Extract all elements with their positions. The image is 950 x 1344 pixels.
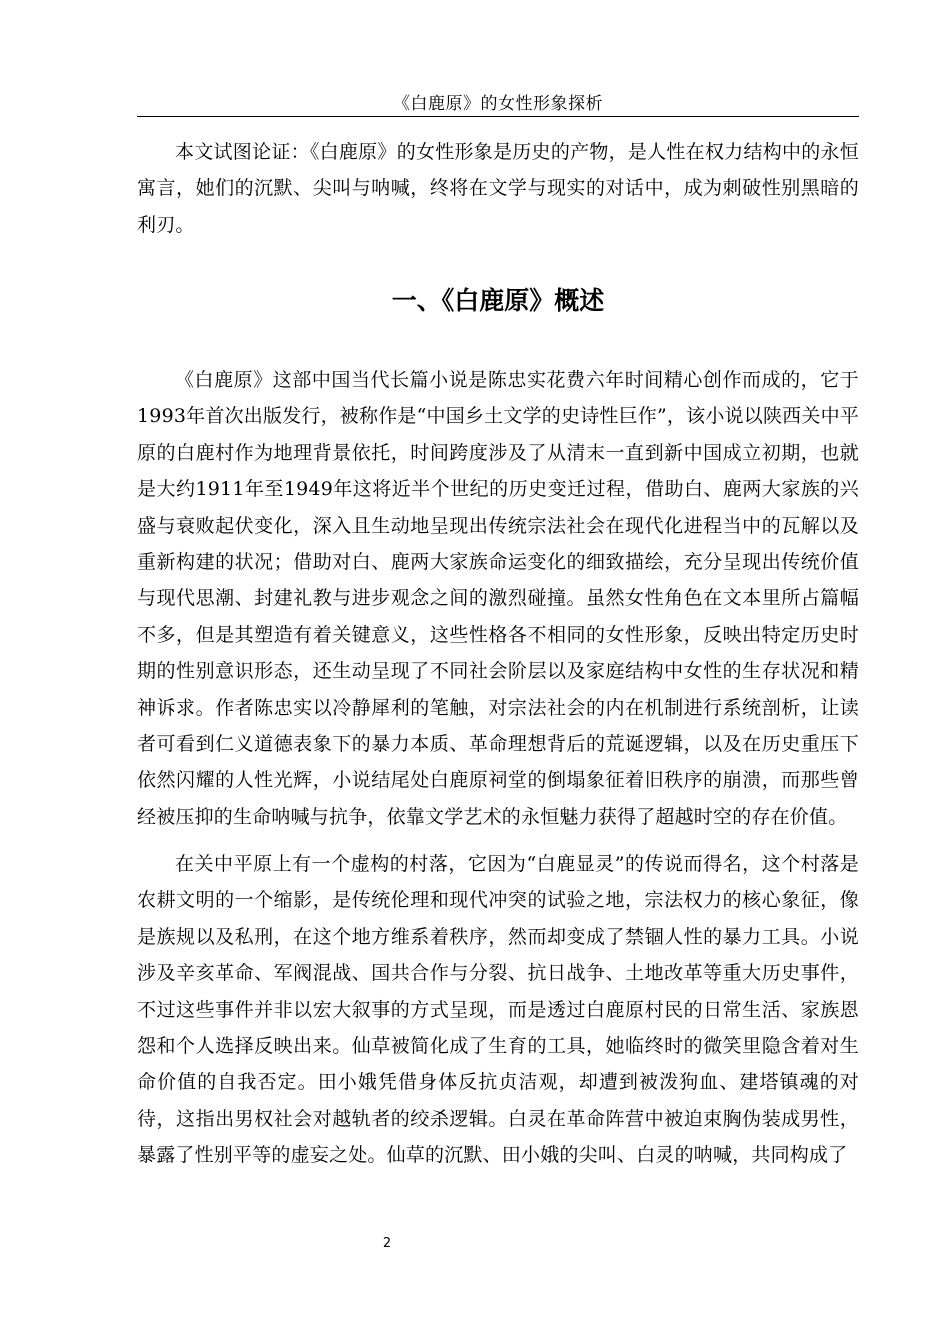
running-header: 《白鹿原》的女性形象探析 [393,94,603,114]
body-paragraph-2: 在关中平原上有一个虚构的村落，它因为“白鹿显灵”的传说而得名，这个村落是农耕文明的一个缩影，是传统伦理和现代冲突的试验之地，宗法权力的核心象征，像是族规以及私刑，在这个地方维系着秩序，然而却变成了禁锢人性的暴力工具。小说涉及辛亥革命、军阀混战、国共合作与分裂、抗日战争、土地改革等重大历史事件，不过这些事件并非以宏大叙事的方式呈现，而是透过白鹿原村民的日常生活、家族恩怨和个人选择反映出来。仙草被简化成了生育的工具，她临终时的微笑里隐含着对生命价值的自我否定。田小娥凭借身体反抗贞洁观，却遭到被泼狗血、建塔镇魂的对待，这指出男权社会对越轨者的绞杀逻辑。白灵在革命阵营中被迫束胸伪装成男性，暴露了性别平等的虚妄之处。仙草的沉默、田小娥的尖叫、白灵的呐喊，共同构成了 [137,853,859,1167]
page-number: 2 [382,1236,392,1251]
body-paragraph-1: 《白鹿原》这部中国当代长篇小说是陈忠实花费六年时间精心创作而成的，它于1993年首次出版发行，被称作是“中国乡土文学的史诗性巨作”，该小说以陕西关中平原的白鹿村作为地理背景依托，时间跨度涉及了从清末一直到新中国成立初期，也就是大约1911年至1949年这将近半个世纪的历史变迁过程，借助白、鹿两大家族的兴盛与衰败起伏变化，深入且生动地呈现出传统宗法社会在现代化进程当中的瓦解以及重新构建的状况；借助对白、鹿两大家族命运变化的细致描绘，充分呈现出传统价值与现代思潮、封建礼教与进步观念之间的激烈碰撞。虽然女性角色在文本里所占篇幅不多，但是其塑造有着关键意义，这些性格各不相同的女性形象，反映出特定历史时期的性别意识形态，还生动呈现了不同社会阶层以及家庭结构中女性的生存状况和精神诉求。作者陈忠实以冷静犀利的笔触，对宗法社会的内在机制进行系统剖析，让读者可看到仁义道德表象下的暴力本质、革命理想背后的荒诞逻辑，以及在历史重压下依然闪耀的人性光辉，小说结尾处白鹿原祠堂的倒塌象征着旧秩序的崩溃，而那些曾经被压抑的生命呐喊与抗争，依靠文学艺术的永恒魅力获得了超越时空的存在价值。 [137,369,859,828]
header-divider [137,116,859,117]
section-heading: 一、《白鹿原》概述 [391,286,605,315]
intro-paragraph: 本文试图论证：《白鹿原》的女性形象是历史的产物，是人性在权力结构中的永恒寓言，她们的沉默、尖叫与呐喊，终将在文学与现实的对话中，成为刺破性别黑暗的利刃。 [137,141,859,236]
